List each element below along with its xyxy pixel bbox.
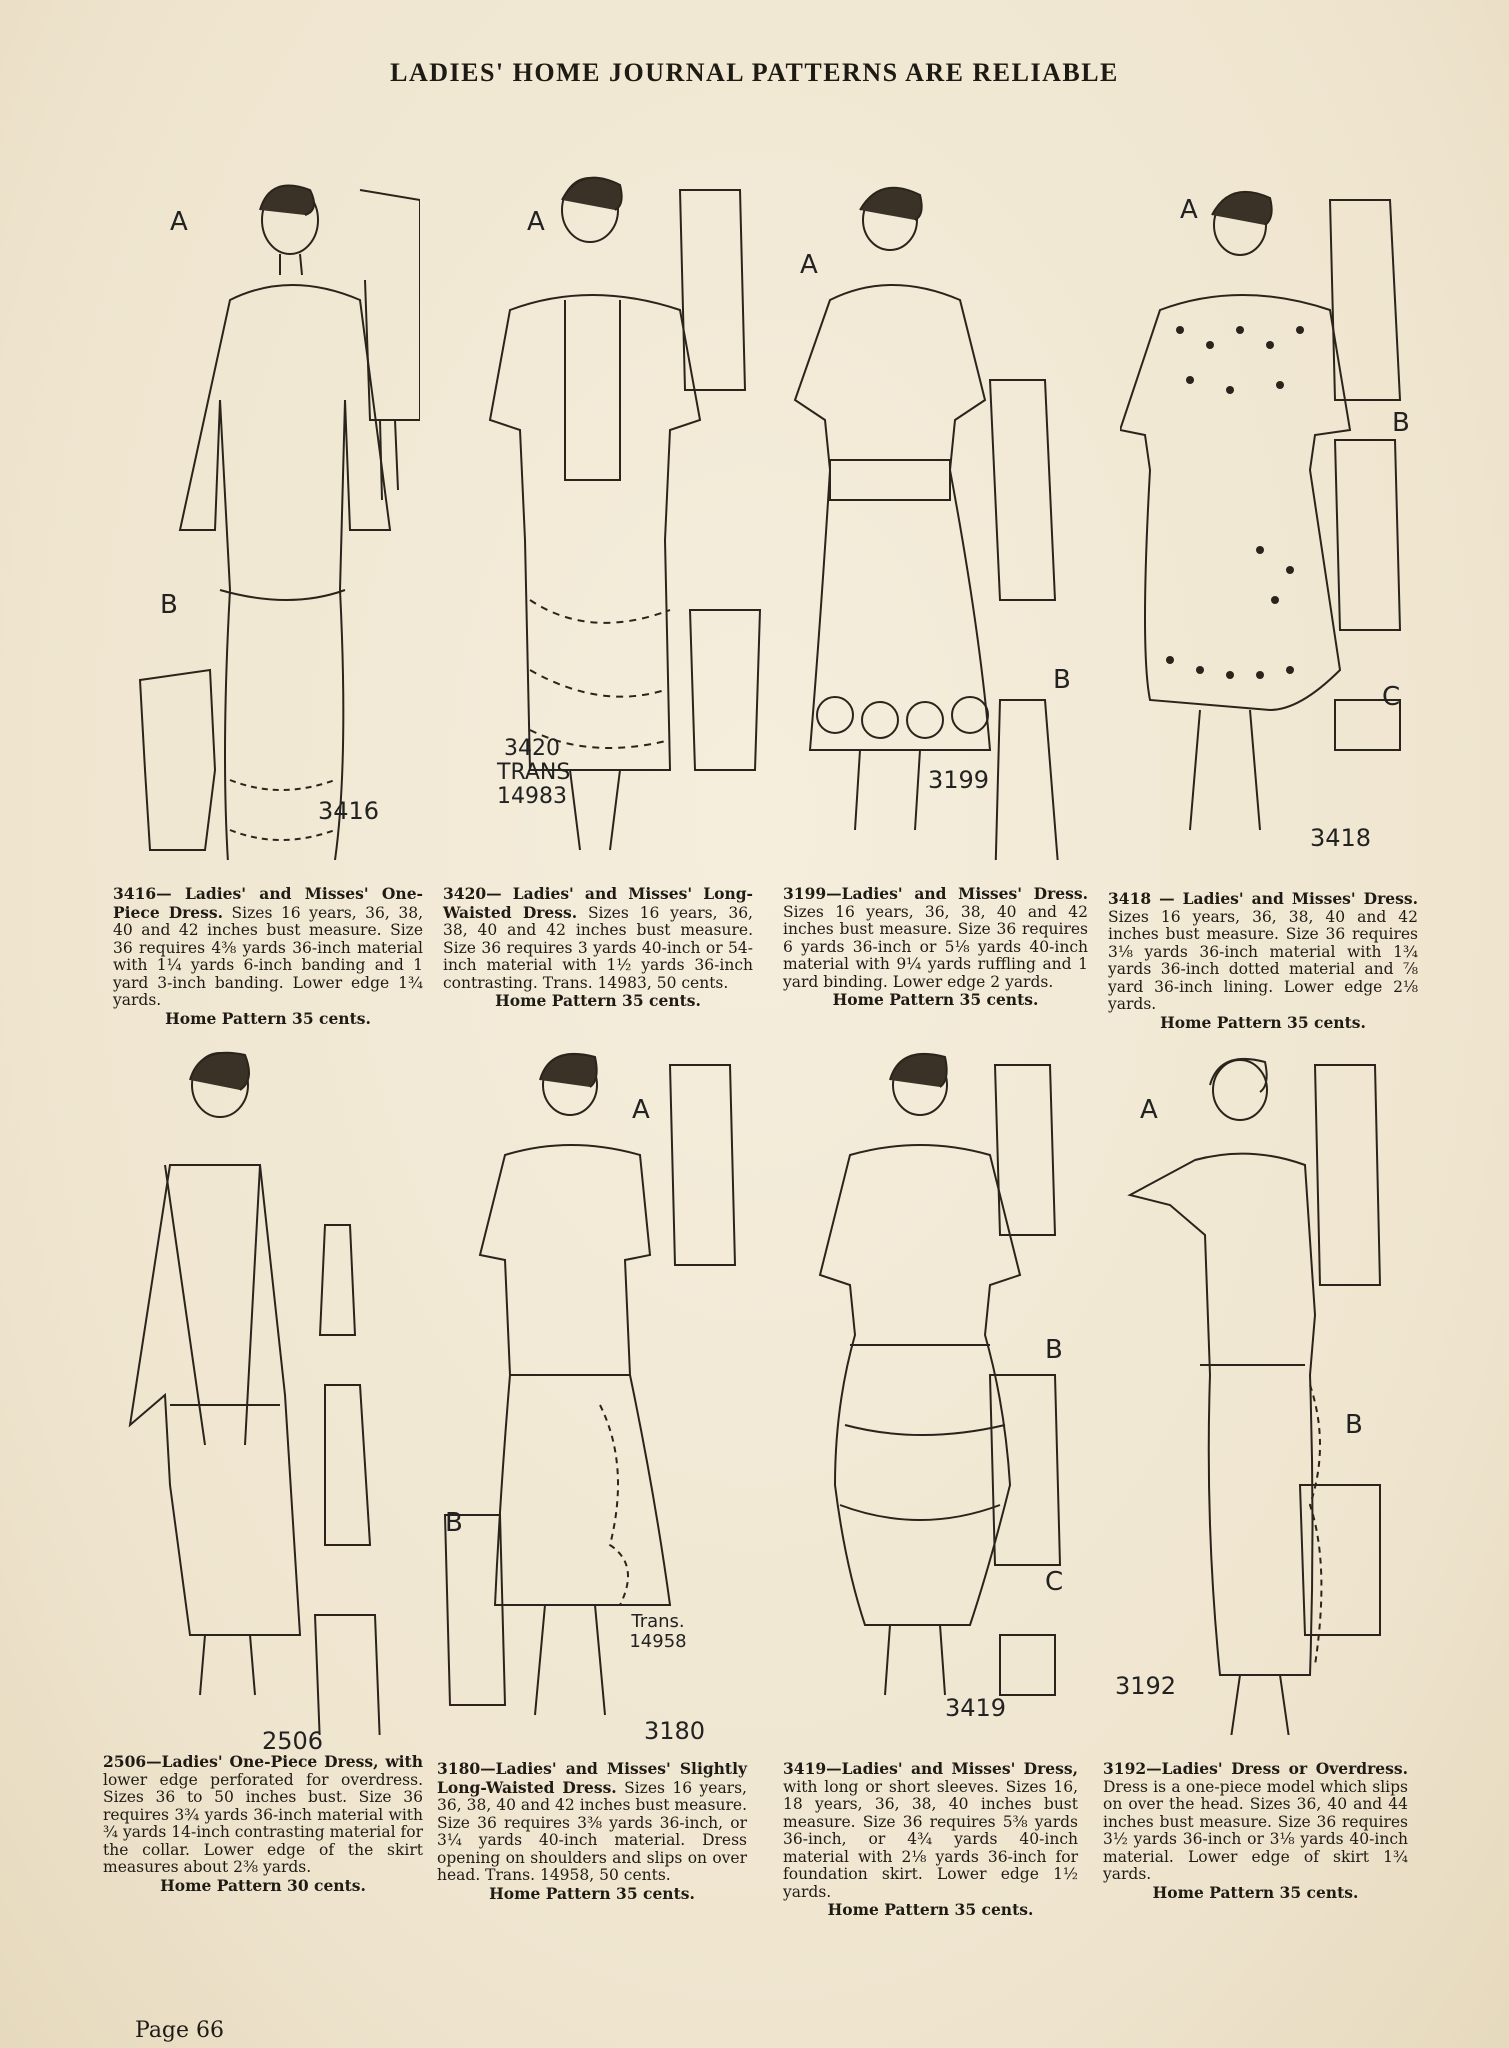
view-label-b: B xyxy=(1345,1410,1363,1440)
pattern-details: Sizes 16 years, 36, 38, 40 and 42 inches bust measure. Size 36 requires 3 yards 40-inch or 54-inch material with 1½ yards 36-inch contrasting. Trans. 14983, 50 cents. xyxy=(443,903,753,992)
pattern-description-3199 xyxy=(783,885,1088,1009)
pattern-code: 2506 xyxy=(103,1752,147,1771)
pattern-description-3419 xyxy=(783,1760,1078,1919)
figure-number: 3192 xyxy=(1115,1672,1177,1700)
pattern-title: — Ladies' and Misses' One-Piece Dress. xyxy=(113,884,423,922)
pattern-price: Home Pattern 35 cents. xyxy=(832,990,1039,1009)
dress-illustration-3418 xyxy=(1120,170,1420,860)
view-label-a: A xyxy=(170,207,188,237)
pattern-details: Sizes 16 years, 36, 38, 40 and 42 inches bust measure. Size 36 requires 6 yards 36-inch or 5⅛ yards 40-inch material with 9¼ yards ruffling and 1 yard binding. Lower edge 2 yards. xyxy=(783,902,1088,991)
view-label-a: A xyxy=(800,250,818,280)
view-label-a: A xyxy=(1140,1095,1158,1125)
pattern-title: —Ladies' One-Piece Dress, with xyxy=(146,1752,423,1771)
pattern-code: 3420 xyxy=(443,884,487,903)
pattern-code: 3192 xyxy=(1103,1759,1147,1778)
dress-illustration-3416 xyxy=(120,170,420,860)
pattern-title: —Ladies' and Misses' Slightly Long-Waisted Dress. xyxy=(437,1759,747,1797)
pattern-code: 3419 xyxy=(783,1759,827,1778)
page-title: LADIES' HOME JOURNAL PATTERNS ARE RELIABLE xyxy=(390,58,1119,87)
pattern-description-3180 xyxy=(437,1760,747,1902)
pattern-price: Home Pattern 35 cents. xyxy=(165,1008,371,1028)
pattern-title: — Ladies' and Misses' Long-Waisted Dress. xyxy=(443,884,753,922)
figure-trans-text: TRANS 14983 xyxy=(497,760,571,810)
pattern-title: —Ladies' and Misses' Dress. xyxy=(826,884,1088,903)
pattern-details: Sizes 16 years, 36, 38, 40 and 42 inches bust measure. Size 36 requires 3⅜ yards 36-inch, or 3¼ yards 40-inch material. Dress opening on shoulders and slips on over head. Trans. 14958, 50 cents. xyxy=(437,1778,747,1884)
pattern-description-3192 xyxy=(1103,1760,1408,1901)
pattern-details: Dress is a one-piece model which slips on over the head. Sizes 36, 40 and 44 inches bust measure. Size 36 requires 3½ yards 36-inch or 3⅛ yards 40-inch material. Lower edge of skirt 1¾ yards. xyxy=(1103,1777,1408,1883)
pattern-title: — Ladies' and Misses' Dress. xyxy=(1151,889,1418,908)
view-label-b: B xyxy=(1053,665,1071,695)
pattern-title: —Ladies' Dress or Overdress. xyxy=(1146,1759,1408,1778)
pattern-details: Sizes 16 years, 36, 38, 40 and 42 inches bust measure. Size 36 requires 3⅛ yards 36-inch material with 1¾ yards 36-inch dotted material and ⅞ yard 36-inch lining. Lower edge 2⅛ yards. xyxy=(1108,907,1418,1013)
pattern-code: 3199 xyxy=(783,884,827,903)
view-label-b: B xyxy=(160,590,178,620)
figure-number: 3416 xyxy=(318,797,380,825)
pattern-price: Home Pattern 35 cents. xyxy=(1160,1012,1366,1032)
pattern-description-2506 xyxy=(103,1753,423,1894)
view-label-b: B xyxy=(1392,408,1410,438)
dress-illustration-2506 xyxy=(110,1045,430,1735)
view-label-a: A xyxy=(1180,195,1198,225)
view-label-c: C xyxy=(1382,682,1401,712)
pattern-details: Sizes 16 years, 36, 38, 40 and 42 inches bust measure. Size 36 requires 4⅜ yards 36-inch material with 1¼ yards 6-inch banding and 1 yard 3-inch banding. Lower edge 1¾ yards. xyxy=(113,903,423,1009)
pattern-price: Home Pattern 30 cents. xyxy=(160,1875,366,1895)
dress-illustration-3199 xyxy=(790,180,1090,860)
pattern-description-3416 xyxy=(113,885,423,1027)
figure-number: 2506 xyxy=(262,1727,324,1755)
pattern-price: Home Pattern 35 cents. xyxy=(489,1883,695,1903)
pattern-title: —Ladies' and Misses' Dress, xyxy=(826,1759,1078,1778)
pattern-details: lower edge perforated for overdress. Sizes 36 to 50 inches bust. Size 36 requires 3¾ yards 36-inch material with ¾ yards 14-inch contrasting material for the collar. Lower edge of the skirt measures about 2⅜ yards. xyxy=(103,1770,423,1876)
pattern-code: 3180 xyxy=(437,1759,481,1778)
view-label-a: A xyxy=(527,207,545,237)
figure-number: 3419 xyxy=(945,1694,1007,1722)
figure-number: 3199 xyxy=(928,766,990,794)
figure-number: 3180 xyxy=(644,1717,706,1745)
figure-number: 3418 xyxy=(1310,824,1372,852)
view-label-b: B xyxy=(1045,1335,1063,1365)
pattern-code: 3418 xyxy=(1108,889,1152,908)
dress-illustration-3419 xyxy=(790,1045,1090,1735)
pattern-details: with long or short sleeves. Sizes 16, 18 years, 36, 38, 40 inches bust measure. Size 36 requires 5⅜ yards 36-inch, or 4¾ yards 40-inch material with 2⅛ yards 36-inch for foundation skirt. Lower edge 1½ yards. xyxy=(783,1777,1078,1901)
view-label-a: A xyxy=(632,1095,650,1125)
page-number: Page 66 xyxy=(135,2018,225,2043)
figure-number xyxy=(482,737,582,810)
view-label-b: B xyxy=(445,1508,463,1538)
view-label-c: C xyxy=(1045,1567,1064,1597)
pattern-price: Home Pattern 35 cents. xyxy=(495,991,701,1010)
figure-number-text: 3420 xyxy=(504,736,560,761)
pattern-description-3418 xyxy=(1108,890,1418,1031)
figure-trans: Trans. 14958 xyxy=(629,1611,687,1652)
pattern-price: Home Pattern 35 cents. xyxy=(827,1900,1034,1919)
dress-illustration-3192 xyxy=(1110,1045,1410,1735)
dress-illustration-3180 xyxy=(440,1045,760,1735)
pattern-description-3420 xyxy=(443,885,753,1010)
pattern-code: 3416 xyxy=(113,884,157,903)
pattern-price: Home Pattern 35 cents. xyxy=(1152,1882,1359,1902)
